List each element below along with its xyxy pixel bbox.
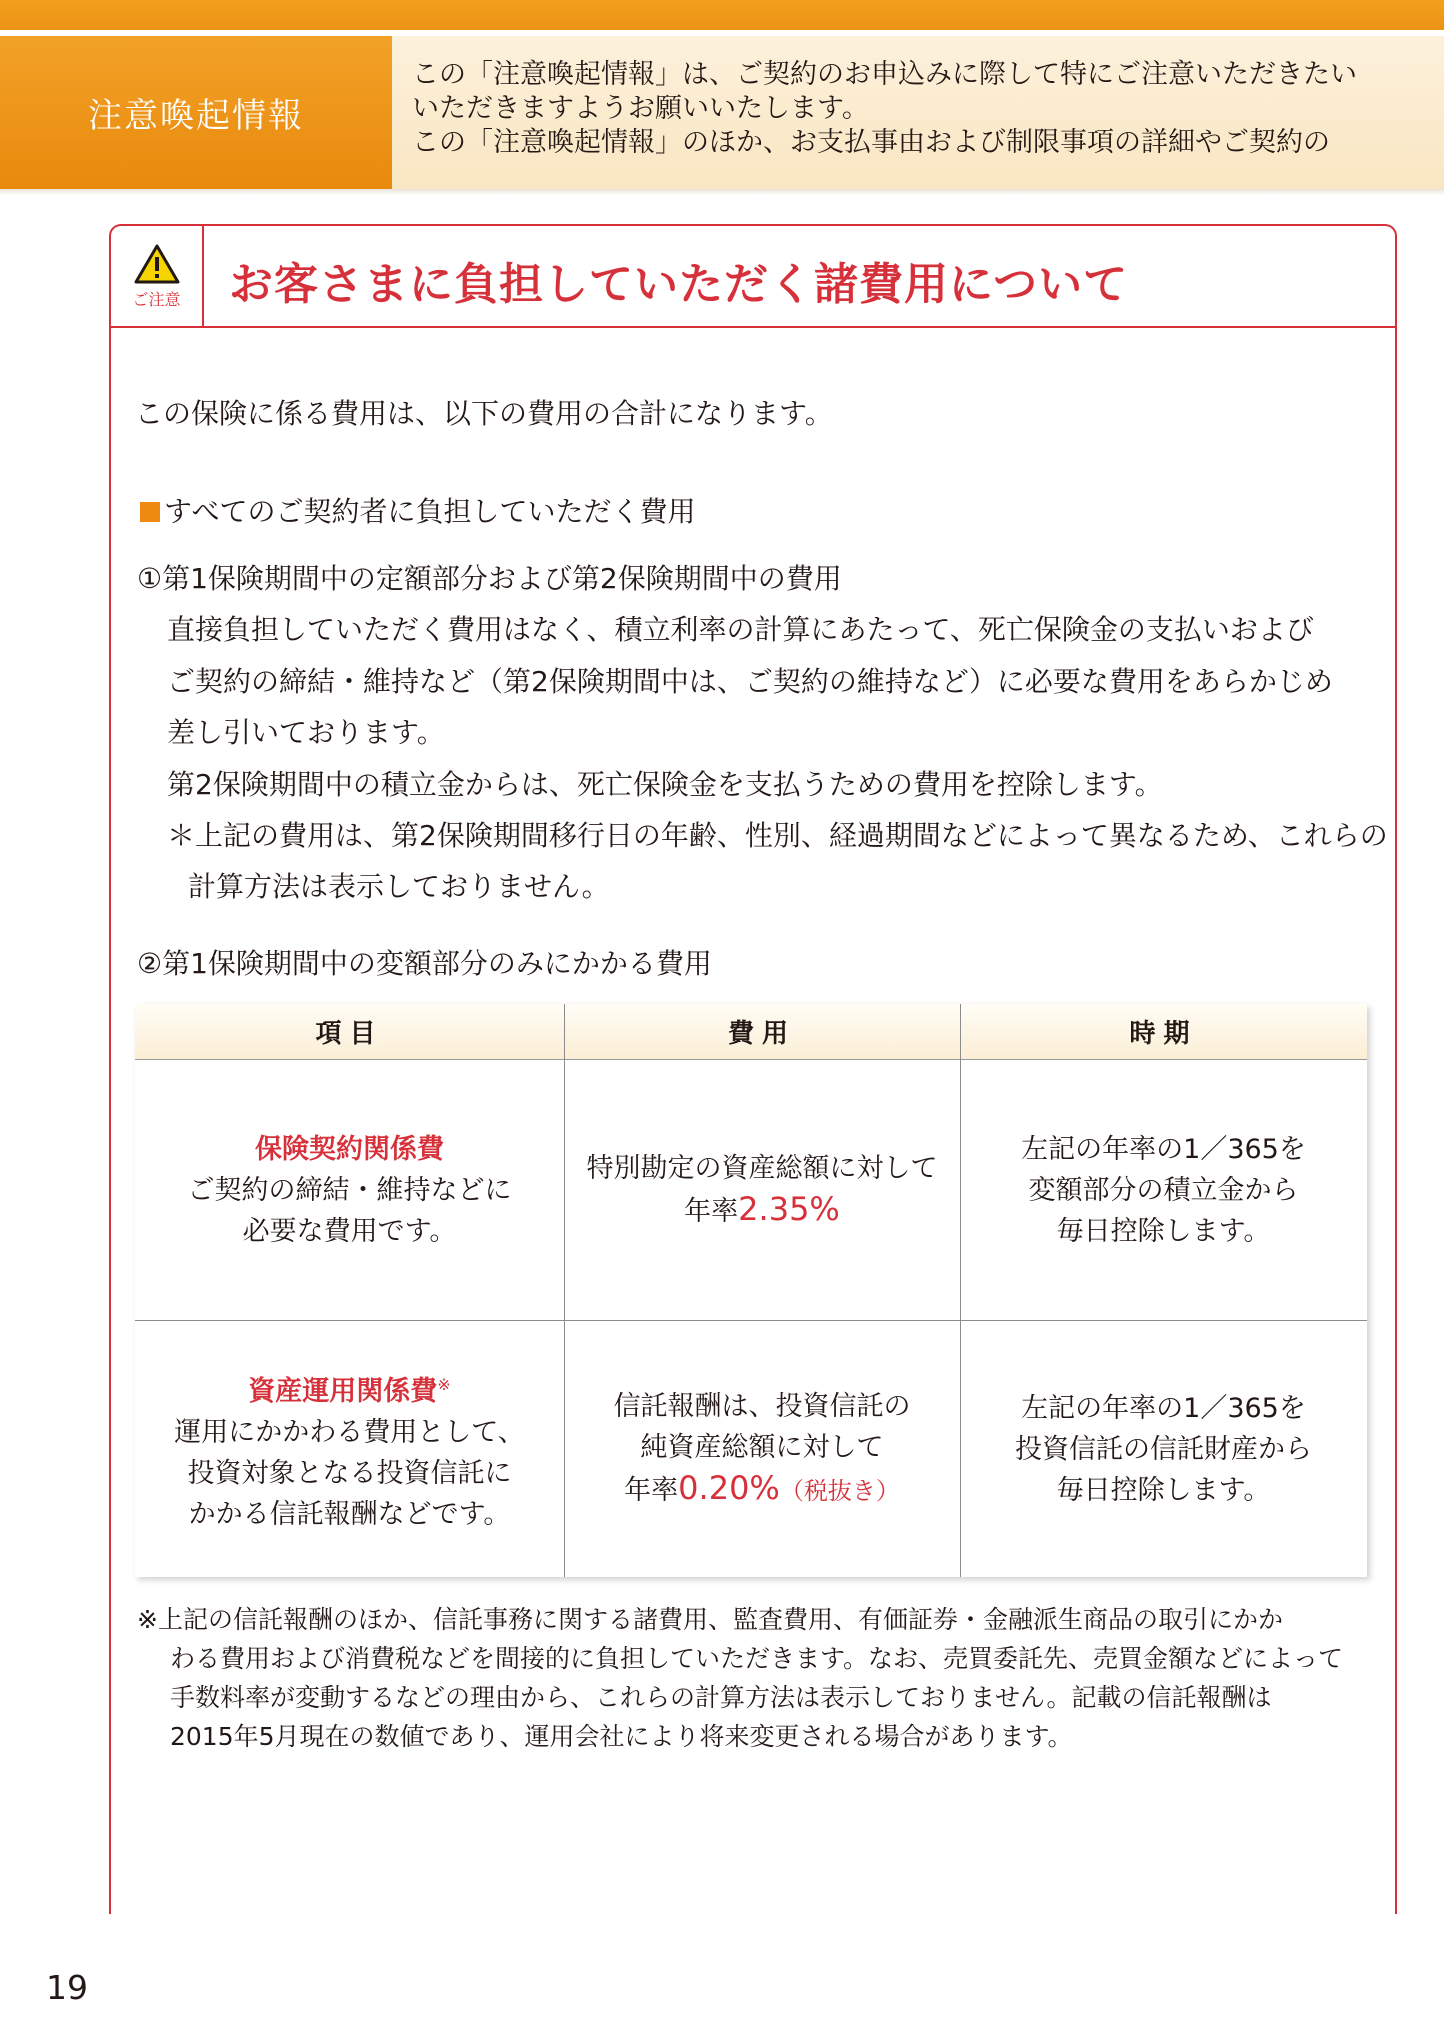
table-row-2-item <box>135 1321 564 1577</box>
row-2-name <box>248 1364 450 1412</box>
lead-text: この保険に係る費用は、以下の費用の合計になります。 <box>135 397 833 430</box>
table-row-2-timing <box>960 1321 1367 1577</box>
table-row-1-item <box>135 1060 564 1320</box>
header-cost: 費用 <box>727 1019 796 1049</box>
intro-line: この「注意喚起情報」のほか、お支払事由および制限事項の詳細やご契約の <box>412 127 1330 158</box>
footnote <box>137 1600 1343 1756</box>
item1-note-line: ＊上記の費用は、第2保険期間移行日の年齢、性別、経過期間などによって異なるため、これらの <box>167 819 1388 852</box>
section-label: 注意喚起情報 <box>0 36 392 189</box>
row-2-timing-line: 左記の年率の1／365を <box>1021 1392 1306 1424</box>
item2-heading: ②第1保険期間中の変額部分のみにかかる費用 <box>137 947 712 980</box>
footnote-line: ※上記の信託報酬のほか、信託事務に関する諸費用、監査費用、有価証券・金融派生商品の取引にかか <box>137 1605 1283 1634</box>
row-1-rate-value: 2.35% <box>738 1190 840 1228</box>
row-1-rate <box>684 1189 840 1232</box>
item1-line: 第2保険期間中の積立金からは、死亡保険金を支払うための費用を控除します。 <box>167 768 1163 801</box>
panel-title: お客さまに負担していただく諸費用について <box>229 259 1129 310</box>
footnote-line: 2015年5月現在の数値であり、運用会社により将来変更される場合があります。 <box>170 1722 1073 1751</box>
row-2-rate-suffix: （税抜き） <box>779 1477 900 1505</box>
all-contracts-heading-text: すべてのご契約者に負担していただく費用 <box>164 495 696 528</box>
row-2-cost-line: 純資産総額に対して <box>640 1432 884 1463</box>
row-2-timing-line: 毎日控除します。 <box>1056 1474 1271 1506</box>
orange-square-icon <box>140 502 160 522</box>
item1-heading: ①第1保険期間中の定額部分および第2保険期間中の費用 <box>137 562 842 595</box>
table-header <box>135 1004 1367 1060</box>
header-timing: 時期 <box>1129 1019 1198 1049</box>
caution-badge <box>111 226 204 326</box>
page-number: 19 <box>46 1968 88 2007</box>
table-row-1-cost <box>564 1060 960 1320</box>
row-1-timing-line: 変額部分の積立金から <box>1028 1174 1299 1206</box>
row-2-desc-line: 運用にかかわる費用として、 <box>174 1416 525 1448</box>
intro-shadow <box>0 189 1444 195</box>
row-2-timing-line: 投資信託の信託財産から <box>1015 1433 1312 1465</box>
row-2-desc-line: かかる信託報酬などです。 <box>188 1498 511 1530</box>
row-1-desc-line: ご契約の締結・維持などに <box>187 1174 512 1206</box>
row-1-cost-line: 特別勘定の資産総額に対して <box>586 1153 938 1184</box>
row-1-timing-line: 左記の年率の1／365を <box>1021 1133 1306 1165</box>
header-item: 項目 <box>315 1019 384 1049</box>
row-2-name-text: 資産運用関係費 <box>248 1375 438 1407</box>
row-2-name-mark: ※ <box>437 1374 451 1394</box>
top-accent-bar <box>0 0 1444 30</box>
warning-icon <box>133 243 181 285</box>
item1-note-line: 計算方法は表示しておりません。 <box>188 870 610 903</box>
item1-line: ご契約の締結・維持など（第2保険期間中は、ご契約の維持など）に必要な費用をあらかじめ <box>167 665 1333 698</box>
row-2-rate <box>624 1468 900 1512</box>
row-2-rate-value: 0.20% <box>678 1469 780 1507</box>
row-1-timing-line: 毎日控除します。 <box>1056 1215 1271 1247</box>
table-row-2-cost <box>564 1321 960 1577</box>
panel-header <box>111 226 1395 328</box>
item1-line: 直接負担していただく費用はなく、積立利率の計算にあたって、死亡保険金の支払いおよび <box>167 613 1314 646</box>
intro-line: いただきますようお願いいたします。 <box>412 93 869 124</box>
table-row-1-timing <box>960 1060 1367 1320</box>
row-1-name <box>255 1129 444 1170</box>
footnote-line: わる費用および消費税などを間接的に負担していただきます。なお、売買委託先、売買金額などによって <box>170 1644 1344 1673</box>
row-2-cost-line: 信託報酬は、投資信託の <box>613 1391 911 1422</box>
footnote-line: 手数料率が変動するなどの理由から、これらの計算方法は表示しておりません。記載の信託報酬は <box>170 1683 1272 1712</box>
item1-line: 差し引いております。 <box>167 716 445 749</box>
fees-table <box>135 1004 1367 1577</box>
all-contracts-heading <box>140 490 695 530</box>
intro-text <box>392 36 1444 189</box>
caution-label: ご注意 <box>132 289 181 309</box>
row-1-desc-line: 必要な費用です。 <box>242 1215 457 1247</box>
row-1-rate-prefix: 年率 <box>684 1196 739 1227</box>
row-1-name-text: 保険契約関係費 <box>255 1133 444 1165</box>
row-2-rate-prefix: 年率 <box>624 1475 679 1506</box>
row-2-desc-line: 投資対象となる投資信託に <box>187 1457 512 1489</box>
intro-line: この「注意喚起情報」は、ご契約のお申込みに際して特にご注意いただきたい <box>412 59 1357 90</box>
